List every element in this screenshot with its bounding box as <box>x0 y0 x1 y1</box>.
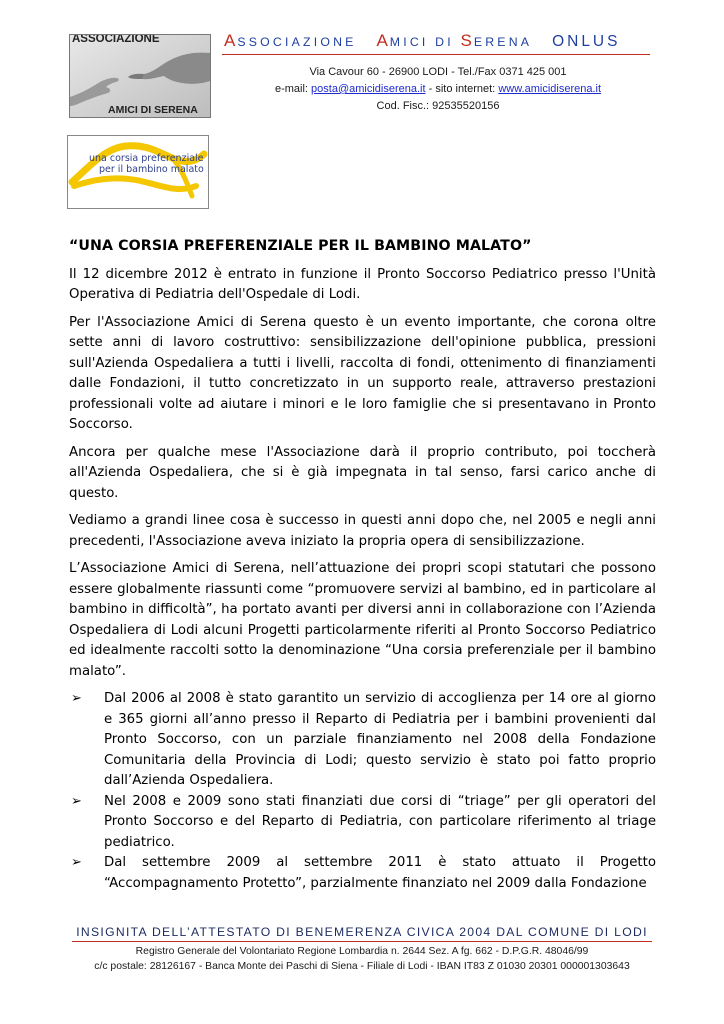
title-divider <box>222 54 650 55</box>
list-item-text: Nel 2008 e 2009 sono stati finanziati due corsi di “triage” per gli operatori del Pronto Soccorso e del Reparto di Pediatria, con particolare riferimento al triage pediatrico. <box>104 793 656 850</box>
email-link[interactable]: posta@amicidiserena.it <box>311 83 426 95</box>
list-item <box>69 792 656 854</box>
paragraph: Ancora per qualche mese l'Associazione darà il proprio contributo, poi toccherà all'Azienda Ospedaliera, che si è già impegnata in tal senso, farsi carico anche di questo. <box>69 444 656 501</box>
paragraph: L’Associazione Amici di Serena, nell’attuazione dei propri scopi statutari che possono essere globalmente riassunti come “promuovere servizi al bambino, ed in particolare al bambino in difficoltà”, ha portato avanti per diversi anni in collaborazione con l’Azienda Ospedaliera di Lodi alcuni Progetti particolarmente riferiti al Pronto Soccorso Pediatrico ed idealmente raccolti sotto la denominazione “Una corsia preferenziale per il bambino malato”. <box>69 561 656 679</box>
badge-line-1: una corsia preferenziale <box>89 153 204 164</box>
arrowhead-bullet-icon: ➢ <box>71 691 82 706</box>
list-item <box>69 689 656 792</box>
list-item-text: Dal settembre 2009 al settembre 2011 è stato attuato il Progetto “Accompagnamento Protetto”, parzialmente finanziato nel 2009 dalla Fondazione <box>104 855 656 891</box>
arrowhead-bullet-icon: ➢ <box>71 855 82 870</box>
paragraph: Vediamo a grandi linee cosa è successo in questi anni dopo che, nel 2005 e negli anni precedenti, l'Associazione aveva iniziato la propria opera di sensibilizzazione. <box>69 513 656 549</box>
address-line: Via Cavour 60 - 26900 LODI - Tel./Fax 0371 425 001 <box>309 66 567 78</box>
arrowhead-bullet-icon: ➢ <box>71 793 82 809</box>
website-link[interactable]: www.amicidiserena.it <box>498 83 602 95</box>
list-item <box>69 853 656 894</box>
article-headline: “UNA CORSIA PREFERENZIALE PER IL BAMBINO MALATO” <box>69 238 532 254</box>
award-line: INSIGNITA DELL’ATTESTATO DI BENEMERENZA CIVICA 2004 DAL COMUNE DI LODI <box>76 925 648 939</box>
tax-code: Cod. Fisc.: 92535520156 <box>376 100 500 112</box>
list-item-text: Dal 2006 al 2008 è stato garantito un servizio di accoglienza per 14 ore al giorno e 365 giorni all’anno presso il Reparto di Pediatria per i bambini provenienti dal Pronto Soccorso, con un parziale finanziamento nel 2008 della Fondazione Comunitaria della Provincia di Lodi; questo servizio è stato poi fatto proprio dall’Azienda Ospedaliera. <box>104 691 656 788</box>
email-site-line: e-mail: posta@amicidiserena.it - sito internet: www.amicidiserena.it <box>274 83 602 95</box>
logo-top-text: ASSOCIAZIONE <box>72 34 160 45</box>
bank-line: c/c postale: 28126167 - Banca Monte dei Paschi di Siena - Filiale di Lodi - IBAN IT83 Z 01030 20301 000001303643 <box>94 961 630 972</box>
article-body <box>69 236 656 894</box>
badge-line-2: per il bambino malato <box>99 164 204 175</box>
registry-line: Registro Generale del Volontariato Regione Lombardia n. 2644 Sez. A fg. 662 - D.P.G.R. 48046/99 <box>135 946 589 957</box>
paragraph: Per l'Associazione Amici di Serena questo è un evento importante, che corona oltre sette anni di lavoro costruttivo: sensibilizzazione dell'opinione pubblica, pressioni sull'Azienda Ospedaliera a tutti i livelli, raccolta di fondi, ottenimento di finanziamenti dalle Fondazioni, il tutto concretizzato in un supporto reale, attraverso prestazioni professionali volte ad aiutare i minori e le loro famiglie che si presentavano in Pronto Soccorso. <box>69 314 656 432</box>
footer-divider <box>72 941 652 942</box>
project-badge <box>67 135 209 209</box>
paragraph: Il 12 dicembre 2012 è entrato in funzione il Pronto Soccorso Pediatrico presso l'Unità Operativa di Pediatria dell'Ospedale di Lodi. <box>69 266 656 302</box>
association-logo <box>69 34 211 118</box>
organization-title: ASSOCIAZIONE AMICI DI SERENA ONLUS <box>224 31 621 50</box>
bullet-list <box>69 689 656 894</box>
logo-bottom-text: AMICI DI SERENA <box>108 104 198 116</box>
